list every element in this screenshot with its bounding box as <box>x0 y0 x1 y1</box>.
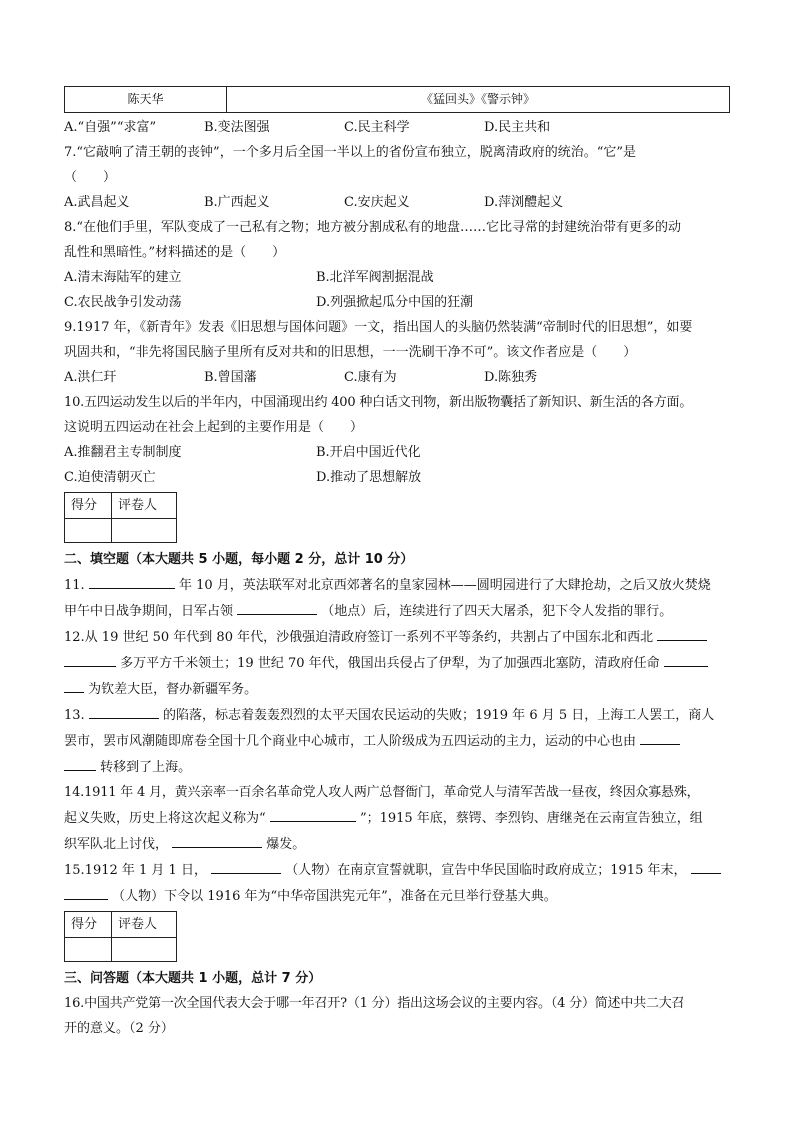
blank-13-2a[interactable] <box>640 728 680 745</box>
option-b[interactable]: B.开启中国近代化 <box>316 445 421 460</box>
question-16-cont: 开的意义。（2 分） <box>64 1021 174 1036</box>
q6-options <box>64 115 730 140</box>
question-9-cont: 巩固共和，“非先将国民脑子里所有反对共和的旧思想，一一洗刷干净不可”。该文作者应是（ ） <box>64 345 637 360</box>
score-cell[interactable] <box>65 519 112 543</box>
score-cell[interactable] <box>65 938 112 962</box>
q8-options-row1 <box>64 265 730 290</box>
option-b[interactable]: B.北洋军阀割据混战 <box>316 270 434 285</box>
blank-12-2a[interactable] <box>664 650 708 667</box>
option-a[interactable]: A.武昌起义 <box>64 195 130 210</box>
question-7-paren: （ ） <box>64 170 117 185</box>
blank-15-2a[interactable] <box>691 857 721 874</box>
blank-12-1a[interactable] <box>657 624 707 641</box>
answer-table <box>64 86 730 113</box>
question-14: 14.1911 年 4 月，黄兴亲率一百余名革命党人攻人两广总督衙门，革命党人与清军苦战一昼夜，终因众寡悬殊， <box>64 785 700 800</box>
grader-cell[interactable] <box>112 519 177 543</box>
score-label: 得分 <box>65 912 112 938</box>
option-d[interactable]: D.列强掀起瓜分中国的狂潮 <box>316 295 474 310</box>
option-a[interactable]: A.推翻君主专制制度 <box>64 445 182 460</box>
score-box <box>64 911 177 962</box>
table-cell-author: 陈天华 <box>65 87 227 113</box>
grader-cell[interactable] <box>112 938 177 962</box>
blank-14-2[interactable] <box>172 831 262 848</box>
score-label: 得分 <box>65 493 112 519</box>
q7-options <box>64 190 730 215</box>
blank-15-1[interactable] <box>211 857 281 874</box>
grader-label: 评卷人 <box>112 912 177 938</box>
question-11-cont: 甲午中日战争期间，日军占领 （地点）后，连续进行了四天大屠杀，犯下令人发指的罪行。 <box>64 598 730 624</box>
option-d[interactable]: D.民主共和 <box>484 120 551 135</box>
q10-options-row2 <box>64 465 730 490</box>
question-14-cont: 起义失败，历史上将这次起义称为“ ”；1915 年底，蔡锷、李烈钧、唐继尧在云南宣告独立，组 <box>64 805 730 831</box>
q8-options-row2 <box>64 290 730 315</box>
blank-15-2b[interactable] <box>64 883 108 900</box>
option-c[interactable]: C.民主科学 <box>344 120 410 135</box>
option-c[interactable]: C.迫使清朝灭亡 <box>64 470 156 485</box>
question-11: 11. 年 10 月，英法联军对北京西郊著名的皇家园林——圆明园进行了大肆抢劫，之后又放火焚烧 <box>64 572 730 598</box>
blank-11-2[interactable] <box>237 598 317 615</box>
question-12-cont: 多万平方千米领土；19 世纪 70 年代，俄国出兵侵占了伊犁，为了加强西北塞防，清政府任命 <box>64 650 730 676</box>
question-14-cont2: 织军队北上讨伐， 爆发。 <box>64 831 730 857</box>
question-10: 10.五四运动发生以后的半年内，中国涌现出约 400 种白话文刊物，新出版物囊括了新知识、新生活的各方面。 <box>64 395 693 410</box>
blank-12-1b[interactable] <box>64 650 116 667</box>
q9-options <box>64 365 730 390</box>
exam-page <box>64 86 730 1041</box>
blank-13-2b[interactable] <box>64 754 96 771</box>
question-13-cont2: 转移到了上海。 <box>64 754 730 780</box>
question-15-cont: （人物）下令以 1916 年为“中华帝国洪宪元年”，准备在元旦举行登基大典。 <box>64 883 730 909</box>
option-c[interactable]: C.康有为 <box>344 370 397 385</box>
question-16: 16.中国共产党第一次全国代表大会于哪一年召开?（1 分）指出这场会议的主要内容。（4 分）简述中共二大召 <box>64 996 685 1011</box>
question-10-cont: 这说明五四运动在社会上起到的主要作用是（ ） <box>64 420 364 435</box>
q10-options-row1 <box>64 440 730 465</box>
option-d[interactable]: D.萍浏醴起义 <box>484 195 564 210</box>
question-8: 8.“在他们手里，军队变成了一己私有之物；地方被分割成私有的地盘……它比寻常的封建统治带有更多的动 <box>64 220 682 235</box>
question-8-cont: 乱性和黑暗性。”材料描述的是（ ） <box>64 245 286 260</box>
option-d[interactable]: D.推动了思想解放 <box>316 470 422 485</box>
question-13-cont: 罢市，罢市风潮随即席卷全国十几个商业中心城市，工人阶级成为五四运动的主力，运动的中心也由 <box>64 728 730 754</box>
option-a[interactable]: A.“自强”“求富” <box>64 120 157 135</box>
score-box <box>64 492 177 543</box>
option-c[interactable]: C.安庆起义 <box>344 195 410 210</box>
table-row <box>65 87 730 113</box>
question-12: 12.从 19 世纪 50 年代到 80 年代，沙俄强迫清政府签订一系列不平等条约，共割占了中国东北和西北 <box>64 624 730 650</box>
question-9: 9.1917 年，《新青年》发表《旧思想与国体问题》一文，指出国人的头脑仍然装满“帝制时代的旧思想”，如要 <box>64 320 693 335</box>
blank-12-2b[interactable] <box>64 676 84 693</box>
option-b[interactable]: B.曾国藩 <box>204 370 257 385</box>
grader-label: 评卷人 <box>112 493 177 519</box>
blank-14-1[interactable] <box>270 805 356 822</box>
table-cell-works: 《猛回头》《警示钟》 <box>226 87 729 113</box>
section-3-heading: 三、问答题（本大题共 1 小题，总计 7 分） <box>64 971 322 986</box>
blank-11-1[interactable] <box>89 572 175 589</box>
option-c[interactable]: C.农民战争引发动荡 <box>64 295 182 310</box>
option-a[interactable]: A.清末海陆军的建立 <box>64 270 182 285</box>
blank-13-1[interactable] <box>89 702 159 719</box>
option-b[interactable]: B.变法图强 <box>204 120 270 135</box>
section-2-heading: 二、填空题（本大题共 5 小题，每小题 2 分，总计 10 分） <box>64 552 414 567</box>
option-a[interactable]: A.洪仁玕 <box>64 370 117 385</box>
question-12-cont2: 为钦差大臣，督办新疆军务。 <box>64 676 730 702</box>
question-7: 7.“它敲响了清王朝的丧钟”，一个多月后全国一半以上的省份宣布独立，脱离清政府的统治。“它”是 <box>64 145 636 160</box>
question-13: 13. 的陷落，标志着轰轰烈烈的太平天国农民运动的失败；1919 年 6 月 5 日，上海工人罢工，商人 <box>64 702 730 728</box>
option-b[interactable]: B.广西起义 <box>204 195 270 210</box>
question-15: 15.1912 年 1 月 1 日， （人物）在南京宣誓就职，宣告中华民国临时政府成立；1915 年末， <box>64 857 730 883</box>
option-d[interactable]: D.陈独秀 <box>484 370 538 385</box>
